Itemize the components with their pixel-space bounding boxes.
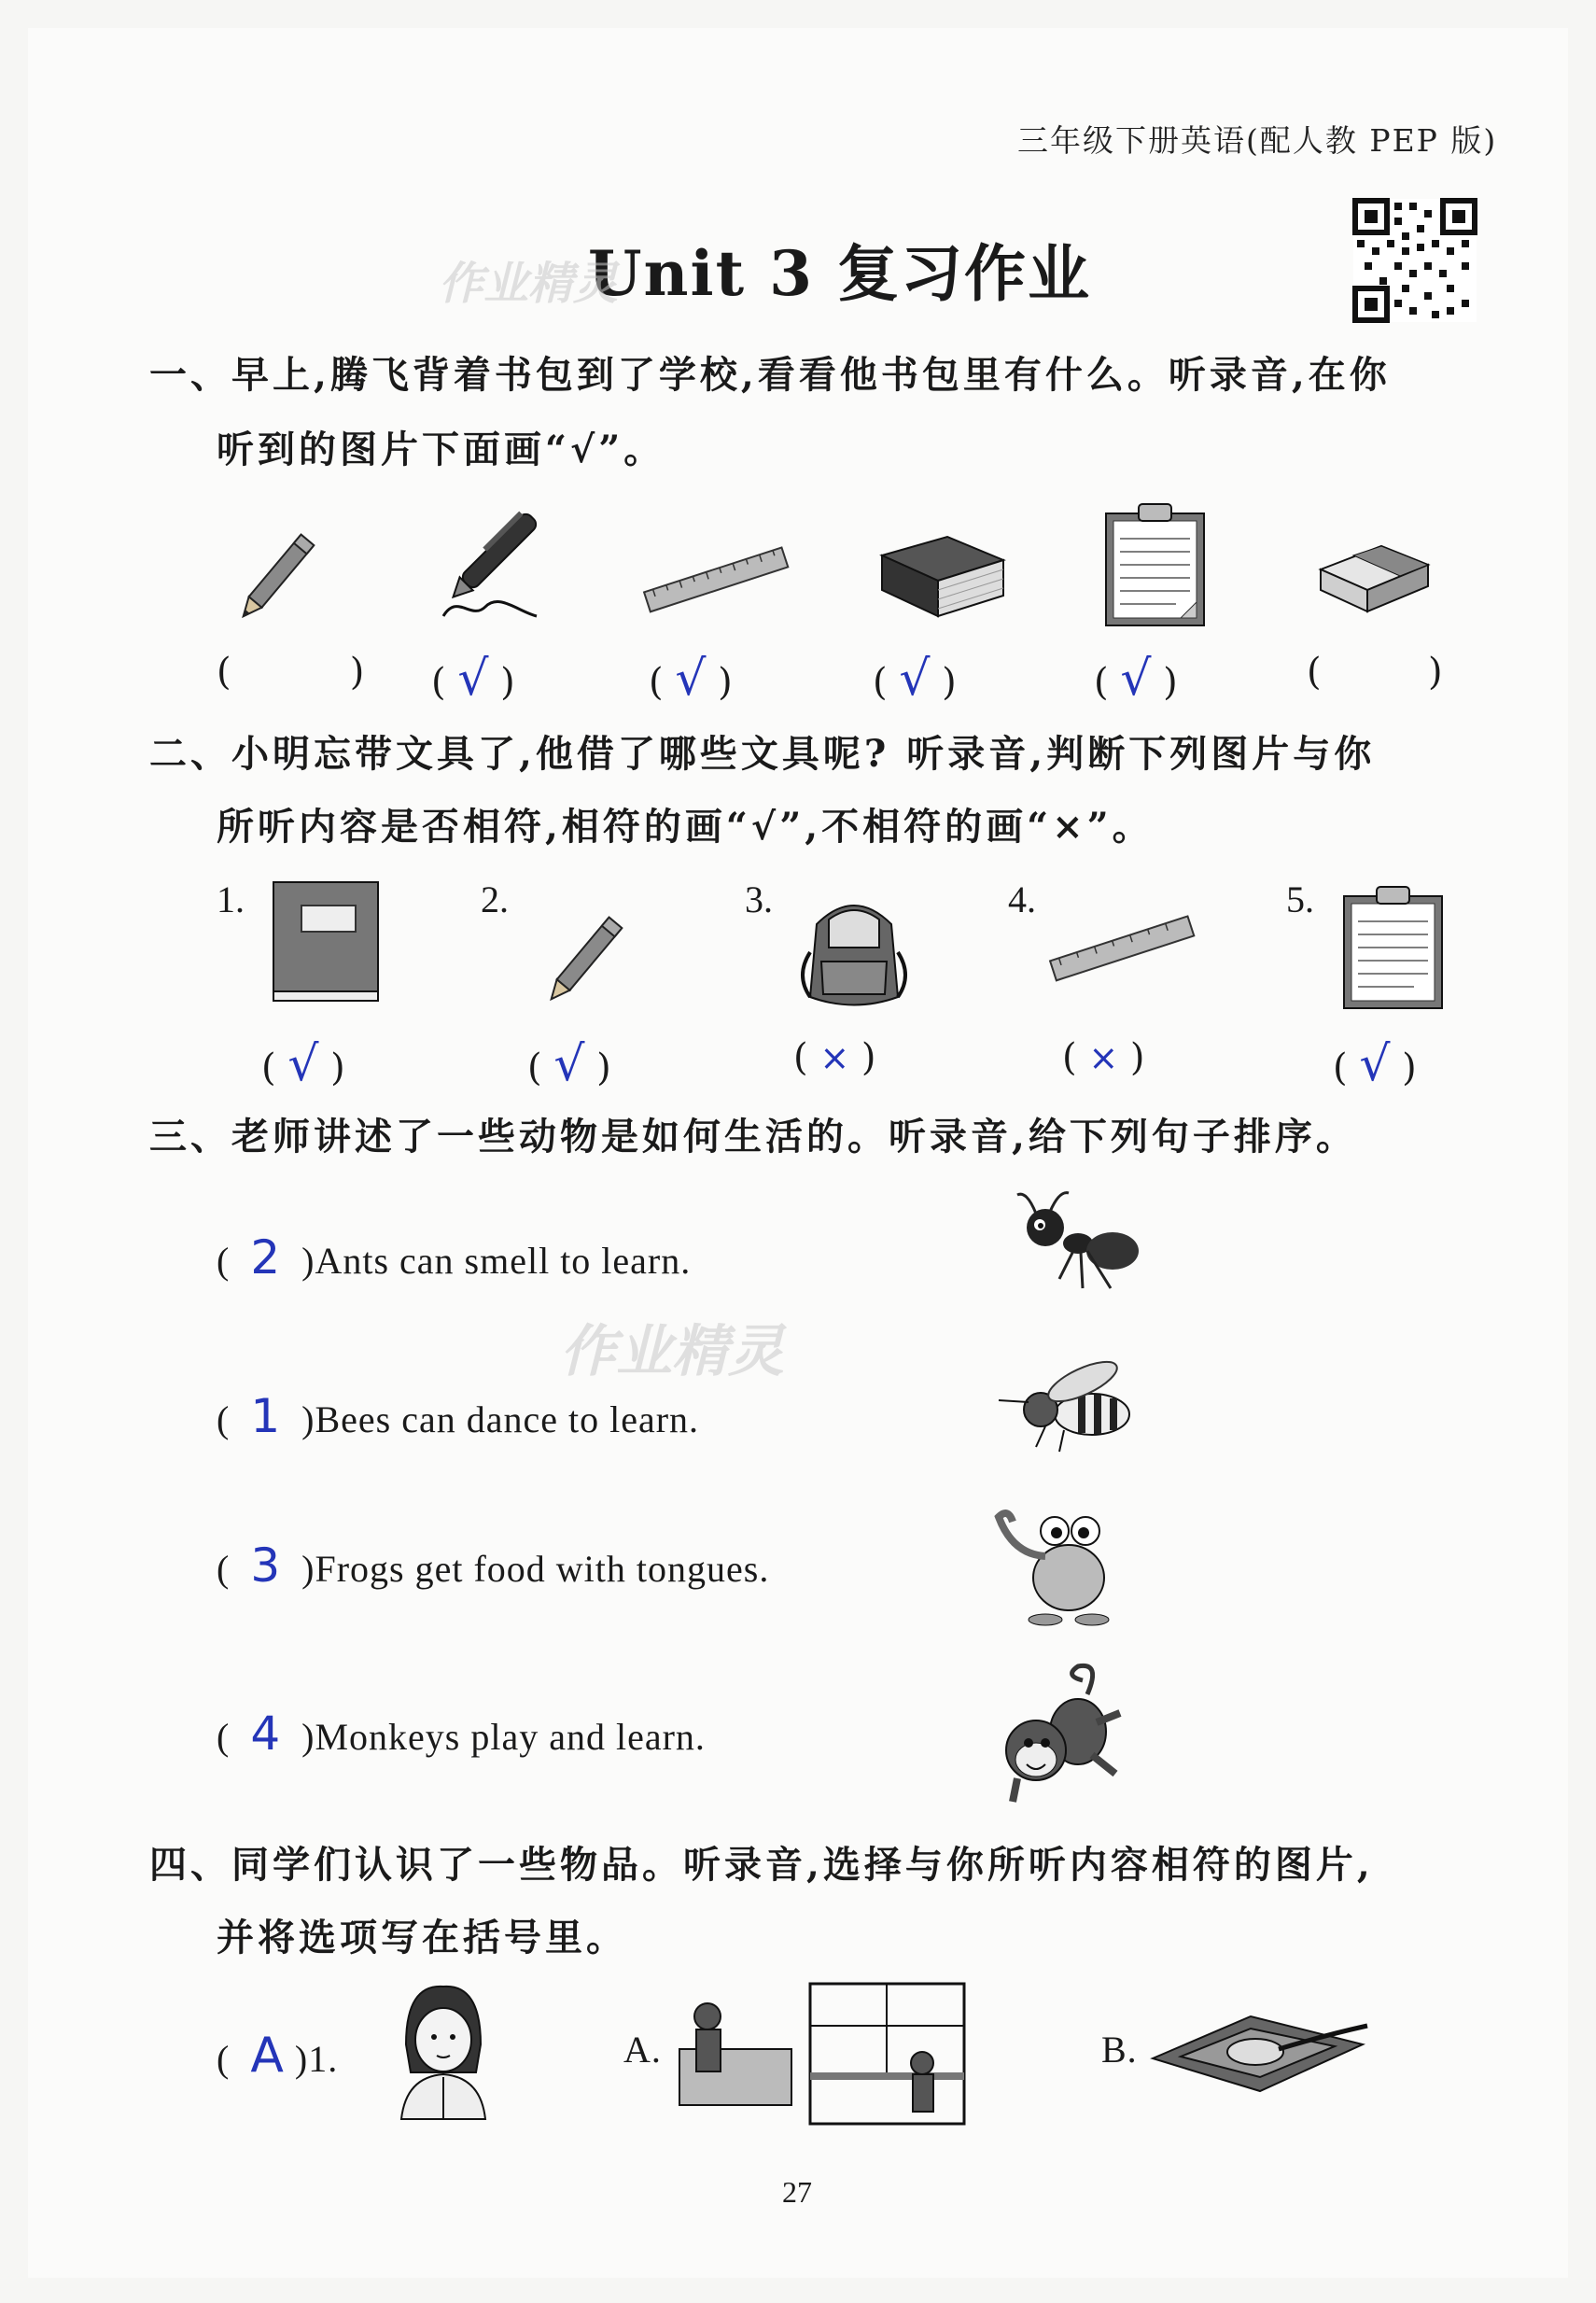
option-b-label: B. [1101,2029,1138,2071]
sentence-text: )Frogs get food with tongues. [301,1548,770,1590]
order-answer: 4 [250,1706,282,1761]
pencil-icon [229,523,331,625]
item-number: 3. [745,878,773,920]
item-number: 4. [1008,878,1036,920]
item-number: 1. [217,878,245,920]
bee-icon [989,1354,1148,1466]
watermark-middle: 作业精灵 [560,1319,784,1384]
answer-mark: × [1088,1037,1119,1078]
answer-paren-3: ( √ ) [649,651,733,707]
answer-mark: √ [1359,1036,1391,1092]
section-3-instruction: 三、老师讲述了一些动物是如何生活的。听录音,给下列句子排序。 [149,1115,1357,1159]
answer-paren-s2-2: ( √ ) [527,1036,611,1092]
section-1-instruction-line1: 一、早上,腾飞背着书包到了学校,看看他书包里有什么。听录音,在你 [149,353,1391,397]
answer-mark: × [819,1037,850,1078]
ant-icon [1008,1186,1148,1298]
answer-paren-s2-3: ( × ) [793,1036,876,1079]
answer-mark: √ [1120,651,1152,707]
eraser-icon [1316,532,1433,616]
answer-mark: √ [675,651,707,707]
notebook-icon [1339,882,1447,1013]
order-answer: 3 [250,1538,282,1593]
answer-mark: √ [899,651,931,707]
watermark-top: 作业精灵 [439,258,619,310]
frog-icon [985,1498,1125,1629]
answer-mark: √ [457,651,489,707]
order-answer: 2 [250,1230,282,1285]
ruler-icon [1050,910,1195,990]
answer-mark: √ [553,1036,585,1092]
section-2-instruction-line2: 所听内容是否相符,相符的画“√”,不相符的画“×”。 [217,805,1154,849]
answer-paren-5: ( √ ) [1094,651,1178,707]
page-title: Unit 3 复习作业 [588,237,1091,310]
order-answer: 1 [250,1389,282,1443]
item-number: 2. [481,878,509,920]
book-title: 三年级下册英语(配人教 PEP 版) [1017,122,1498,159]
item-number: 5. [1286,878,1314,920]
sentence-text: )Bees can dance to learn. [301,1398,700,1440]
qr-code-icon [1353,199,1477,322]
girl-icon [392,1979,495,2119]
question-number: )1. [294,2038,339,2080]
sentence-row: ( 1 )Bees can dance to learn. [217,1389,700,1443]
section-2-instruction-line1: 二、小明忘带文具了,他借了哪些文具呢? 听录音,判断下列图片与你 [149,732,1376,776]
sentence-row: ( 2 )Ants can smell to learn. [217,1230,692,1285]
monkey-icon [989,1657,1129,1806]
answer-paren-s2-5: ( √ ) [1333,1036,1417,1092]
answer-paren-s2-1: ( √ ) [261,1036,345,1092]
sentence-text: )Monkeys play and learn. [301,1716,706,1758]
sentence-row: ( 4 )Monkeys play and learn. [217,1706,706,1761]
option-a-label: A. [623,2029,662,2071]
book-icon [266,878,387,1008]
ruler-icon [644,541,789,621]
pen-icon [434,499,560,625]
choice-answer: A [250,2028,285,2084]
sentence-row: ( 3 )Frogs get food with tongues. [217,1538,770,1593]
schoolbag-icon [793,887,915,1013]
answer-paren-s2-4: ( × ) [1062,1036,1145,1079]
question-1-row: ( A )1. [217,2028,339,2084]
option-a-picture [679,1979,978,2124]
section-1-instruction-line2: 听到的图片下面画“√”。 [217,428,665,471]
books-icon [873,523,1008,625]
notebook-icon [1101,499,1209,630]
option-b-picture [1148,1998,1372,2105]
answer-paren-4: ( √ ) [873,651,957,707]
pencil-icon [537,906,639,1008]
page-number: 27 [782,2175,812,2209]
answer-paren-2: ( √ ) [431,651,515,707]
sentence-text: )Ants can smell to learn. [301,1240,692,1282]
section-4-instruction-line1: 四、同学们认识了一些物品。听录音,选择与你所听内容相符的图片, [149,1843,1374,1887]
section-4-instruction-line2: 并将选项写在括号里。 [217,1916,627,1959]
answer-paren-6: ( ) [1307,651,1443,694]
answer-mark: √ [287,1036,319,1092]
answer-paren-1: ( ) [217,651,365,694]
